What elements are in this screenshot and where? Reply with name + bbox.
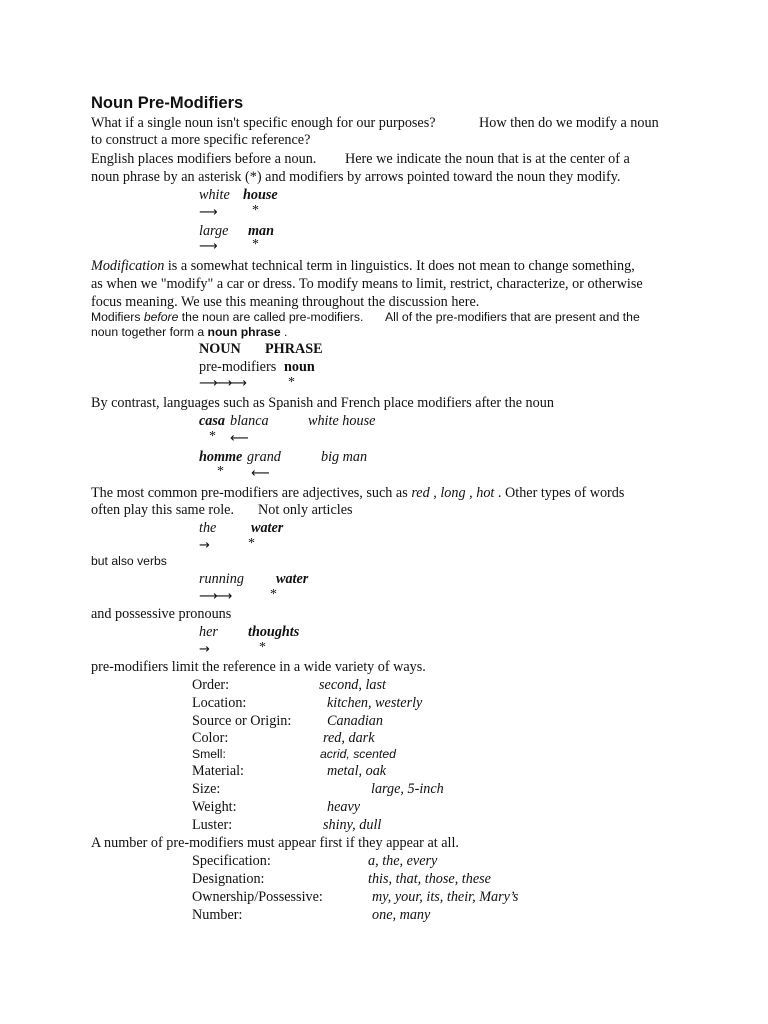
page-title: Noun Pre-Modifiers (91, 94, 244, 112)
para4-line1a (91, 311, 363, 323)
example-noun: casa (199, 413, 226, 429)
para1-line1b: How then do we modify a noun (479, 115, 659, 131)
para8: A number of pre-modifiers must appear first if they appear at all. (91, 835, 459, 851)
example-gloss: big man (321, 449, 368, 465)
para3-line1-rest: is a somewhat technical term in linguistics. It does not mean to change something, (164, 258, 635, 274)
first-label: Designation: (192, 871, 265, 887)
asterisk-marker: * (270, 587, 277, 602)
asterisk-marker: * (209, 429, 216, 444)
para6-line1 (91, 486, 624, 500)
para6-post: . Other types of words (494, 485, 625, 501)
para3-line3: focus meaning. We use this meaning throughout the discussion here. (91, 294, 480, 310)
example-noun: homme (199, 449, 243, 465)
way-label: Order: (192, 677, 230, 693)
first-label: Ownership/Possessive: (192, 889, 323, 905)
term-modification: Modification (91, 258, 165, 274)
example-modifier: running (199, 571, 244, 587)
np-label-noun: NOUN (199, 341, 241, 357)
way-example: heavy (327, 799, 361, 815)
para6-line2a: often play this same role. (91, 502, 235, 518)
para4-line2 (91, 326, 287, 338)
way-example: large, 5-inch (371, 781, 444, 797)
first-label: Number: (192, 907, 243, 923)
para4-line2-pre: noun together form a (91, 325, 208, 339)
first-label: Specification: (192, 853, 271, 869)
separator: , (429, 485, 441, 501)
para2-line1a: English places modifiers before a noun. (91, 151, 317, 167)
asterisk-marker: * (288, 375, 295, 390)
way-label: Material: (192, 763, 244, 779)
way-example: red, dark (323, 730, 375, 746)
way-label: Weight: (192, 799, 237, 815)
asterisk-marker: * (248, 536, 255, 551)
right-arrow-icon: ⟶⟶⟶ (199, 376, 243, 391)
way-example: kitchen, westerly (327, 695, 423, 711)
noun-phrase-term: noun phrase (207, 325, 281, 339)
example-noun: house (243, 187, 278, 203)
way-label: Location: (192, 695, 247, 711)
adj-example: red (411, 485, 430, 501)
asterisk-marker: * (217, 464, 224, 479)
para1-line2: to construct a more specific reference? (91, 132, 311, 148)
way-label: Color: (192, 730, 229, 746)
adj-example: hot (476, 485, 495, 501)
para4-rest: the noun are called pre-modifiers. (178, 310, 364, 324)
para6-line2b: Not only articles (258, 502, 353, 518)
asterisk-marker: * (252, 237, 259, 252)
left-arrow-icon: ⟵ (230, 431, 249, 446)
example-modifier: the (199, 520, 217, 536)
way-example: acrid, scented (320, 747, 396, 761)
right-arrow-icon: ⟶ (199, 205, 218, 220)
para2-line1b: Here we indicate the noun that is at the center of a (345, 151, 630, 167)
first-example: one, many (372, 907, 431, 923)
np-modifiers: pre-modifiers (199, 359, 277, 375)
para4-line1b: All of the pre-modifiers that are present and the (385, 310, 640, 324)
example-noun: man (248, 223, 275, 239)
example-noun: thoughts (248, 624, 300, 640)
way-label: Source or Origin: (192, 713, 292, 729)
first-example: this, that, those, these (368, 871, 491, 887)
right-arrow-icon: ⟶ (199, 239, 218, 254)
para6-pre: The most common pre-modifiers are adjectives, such as (91, 485, 412, 501)
np-label-phrase: PHRASE (265, 341, 323, 357)
example-modifier: grand (247, 449, 281, 465)
para4-pre: Modifiers (91, 310, 144, 324)
asterisk-marker: * (252, 203, 259, 218)
way-example: metal, oak (327, 763, 387, 779)
way-label: Size: (192, 781, 221, 797)
way-example: second, last (319, 677, 386, 693)
way-example: Canadian (327, 713, 383, 729)
example-noun: water (251, 520, 284, 536)
example-gloss: white house (308, 413, 376, 429)
para3-line1 (91, 259, 635, 273)
way-label: Smell: (192, 747, 226, 761)
right-arrow-icon: ⟶⟶ (199, 589, 229, 604)
separator: , (465, 485, 477, 501)
para2-line2: noun phrase by an asterisk (*) and modifiers by arrows pointed toward the noun they modify. (91, 169, 621, 185)
para3-line2: as when we "modify" a car or dress. To modify means to limit, restrict, characterize, or otherwise (91, 276, 643, 292)
adj-example: long (440, 485, 466, 501)
left-arrow-icon: ⟵ (251, 466, 270, 481)
para4-em: before (143, 310, 179, 324)
first-example: a, the, every (368, 853, 438, 869)
example-modifier: her (199, 624, 218, 640)
right-arrow-icon: → (199, 642, 210, 657)
asterisk-marker: * (259, 640, 266, 655)
first-example: my, your, its, their, Mary’s (372, 889, 519, 905)
but-also-verbs: but also verbs (91, 554, 167, 568)
para1-line1a: What if a single noun isn't specific enough for our purposes? (91, 115, 436, 131)
para4-line2-post: . (280, 325, 288, 339)
way-label: Luster: (192, 817, 233, 833)
example-noun: water (276, 571, 309, 587)
example-modifier: large (199, 223, 229, 239)
and-possessive-pronouns: and possessive pronouns (91, 606, 232, 622)
np-noun: noun (284, 359, 315, 375)
para5: By contrast, languages such as Spanish and French place modifiers after the noun (91, 395, 554, 411)
example-modifier: white (199, 187, 230, 203)
way-example: shiny, dull (323, 817, 382, 833)
para7: pre-modifiers limit the reference in a wide variety of ways. (91, 659, 426, 675)
right-arrow-icon: → (199, 538, 210, 553)
example-modifier: blanca (230, 413, 269, 429)
